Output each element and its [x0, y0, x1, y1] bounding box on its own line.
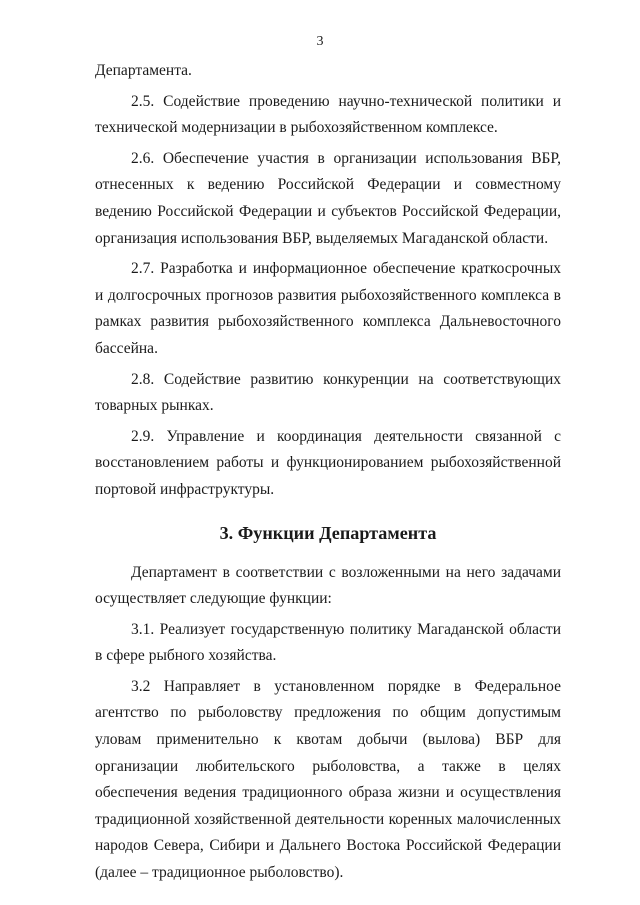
- paragraph-continuation: Департамента.: [95, 62, 192, 79]
- paragraph-2-8: 2.8. Содействие развитию конкуренции на соответствующих товарных рынках.: [95, 370, 561, 415]
- section-title: 3. Функции Департамента: [219, 522, 437, 543]
- paragraph-2-5: 2.5. Содействие проведению научно-технической политики и технической модернизации в рыбохозяйственном комплексе.: [95, 92, 561, 137]
- paragraph-3-1: 3.1. Реализует государственную политику Магаданской области в сфере рыбного хозяйства.: [95, 620, 561, 665]
- page-number: 3: [316, 34, 324, 49]
- paragraph-2-7: 2.7. Разработка и информационное обеспечение краткосрочных и долгосрочных прогнозов развития рыбохозяйственного комплекса в рамках развития рыбохозяйственного комплекса Дальневосточного бассейна.: [95, 260, 561, 357]
- paragraph-2-6: 2.6. Обеспечение участия в организации использования ВБР, отнесенных к ведению Российской Федерации и совместному ведению Российской Федерации и субъектов Российской Федерации, организация использования ВБР, выделяемых Магаданской области.: [95, 149, 561, 247]
- paragraph-functions-intro: Департамент в соответствии с возложенными на него задачами осуществляет следующие функции:: [95, 563, 561, 608]
- page-body: [95, 58, 561, 887]
- paragraph-2-9: 2.9. Управление и координация деятельности связанной с восстановлением работы и функционированием рыбохозяйственной портовой инфраструктуры.: [95, 427, 561, 498]
- paragraph-3-2: 3.2 Направляет в установленном порядке в Федеральное агентство по рыболовству предложения по общим допустимым уловам применительно к квотам добычи (вылова) ВБР для организации любительского рыболовства, а также в целях обеспечения ведения традиционного образа жизни и осуществления традиционной хозяйственной деятельности коренных малочисленных народов Севера, Сибири и Дальнего Востока Российской Федерации (далее – традиционное рыболовство).: [95, 677, 561, 882]
